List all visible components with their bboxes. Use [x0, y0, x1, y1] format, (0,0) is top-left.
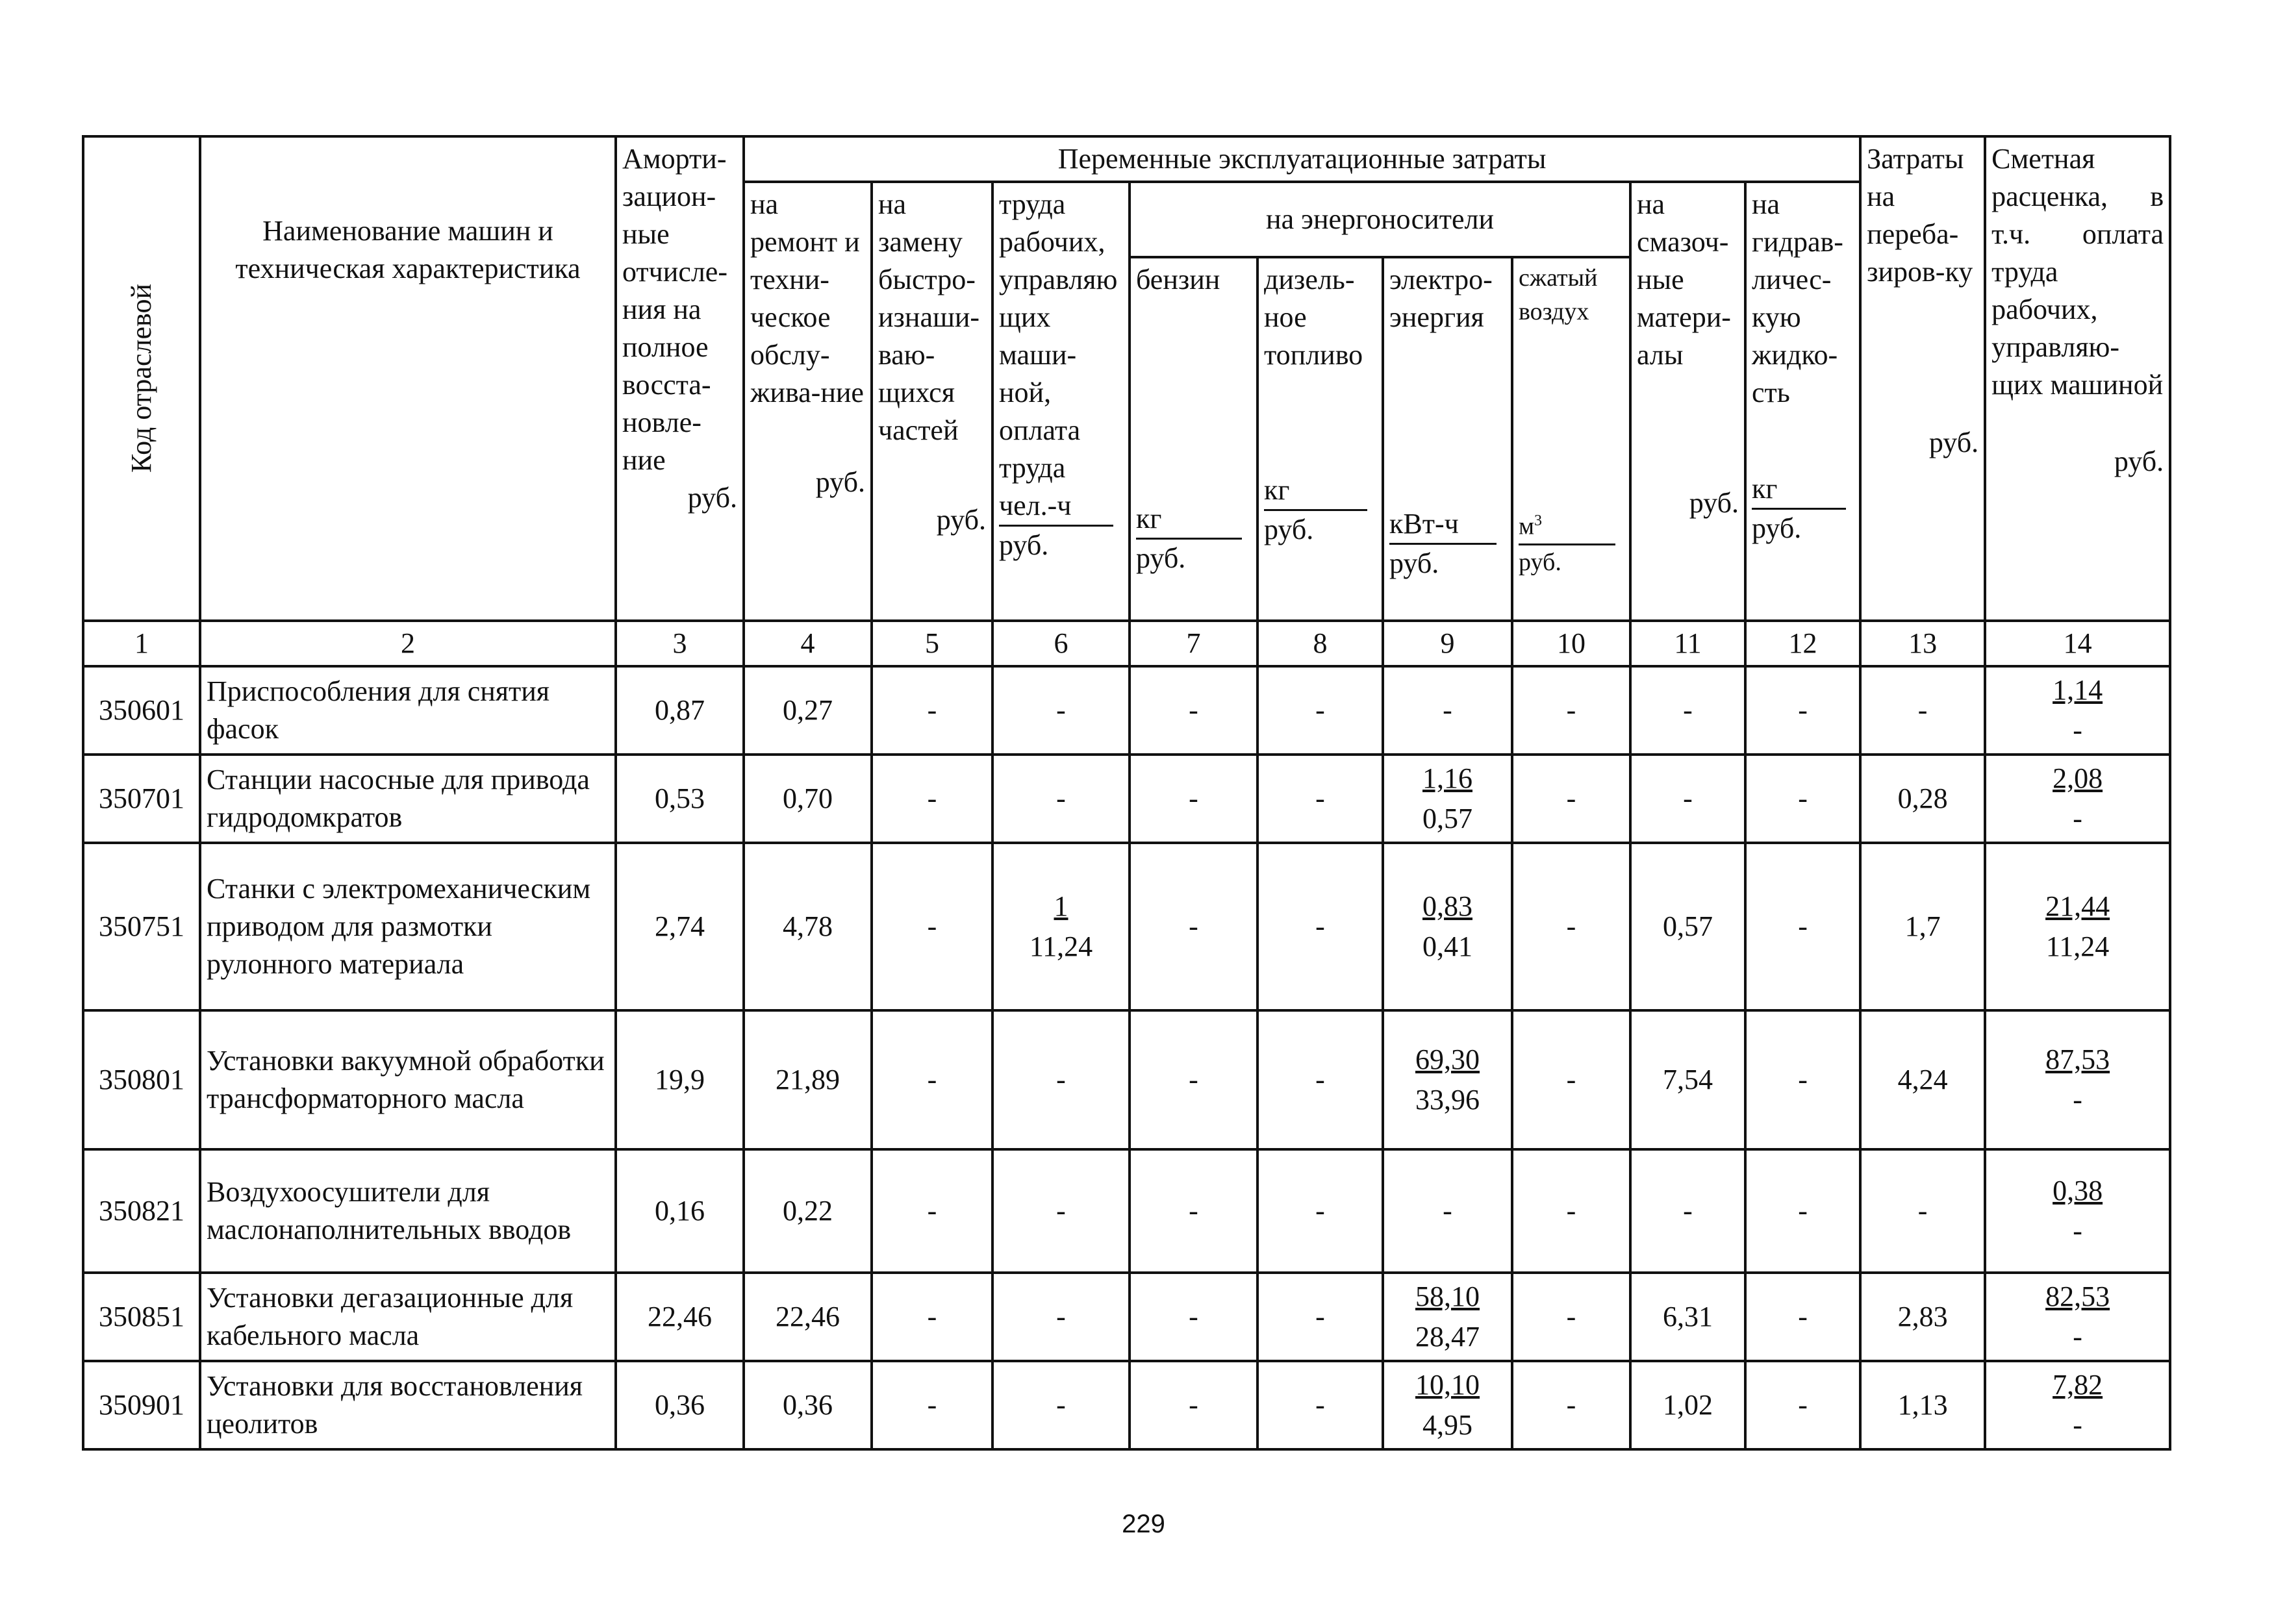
header-code: Код отраслевой	[83, 136, 200, 621]
table-row	[83, 1149, 2170, 1273]
row-estimate-bottom: -	[2073, 714, 2082, 746]
row-replace: -	[872, 1149, 992, 1273]
row-name: Станки с электромеханическим приводом для размотки рулонного материала	[200, 843, 616, 1010]
row-electro	[1383, 1361, 1512, 1449]
column-number-cell: 2	[200, 621, 616, 666]
row-name: Приспособления для снятия фасок	[200, 666, 616, 755]
column-number-cell: 3	[616, 621, 744, 666]
row-depreciation: 2,74	[616, 843, 744, 1010]
column-number-cell: 11	[1630, 621, 1745, 666]
row-depreciation: 0,87	[616, 666, 744, 755]
row-diesel: -	[1257, 1149, 1383, 1273]
header-air: сжатый воздух $м^3$ руб.	[1512, 257, 1630, 621]
row-diesel: -	[1257, 755, 1383, 843]
header-name: Наименование машин и техническая характеристика	[200, 136, 616, 621]
row-lubricants: 6,31	[1630, 1273, 1745, 1361]
row-air: -	[1512, 1273, 1630, 1361]
row-hydraulic: -	[1745, 1010, 1860, 1149]
row-lubricants: -	[1630, 1149, 1745, 1273]
row-electro	[1383, 755, 1512, 843]
row-repair: 0,22	[744, 1149, 872, 1273]
row-labor: -	[992, 755, 1130, 843]
column-number-cell: 14	[1985, 621, 2170, 666]
header-hydraulic: на гидрав-личес-кую жидко-сть кг руб.	[1745, 182, 1860, 621]
table-row	[83, 755, 2170, 843]
row-repair: 0,70	[744, 755, 872, 843]
row-transport: 4,24	[1860, 1010, 1985, 1149]
header-transport: Затраты на переба-зиров-ку руб.	[1860, 136, 1985, 621]
header-gasoline: бензин кг руб.	[1130, 257, 1257, 621]
row-estimate-bottom: -	[2073, 803, 2082, 834]
row-code: 350601	[83, 666, 200, 755]
row-estimate	[1985, 843, 2170, 1010]
row-estimate-top: 0,38	[2053, 1175, 2103, 1206]
row-code: 350701	[83, 755, 200, 843]
row-name: Установки вакуумной обработки трансформаторного масла	[200, 1010, 616, 1149]
row-air: -	[1512, 666, 1630, 755]
row-estimate-top: 21,44	[2045, 890, 2110, 922]
row-estimate-top: 82,53	[2045, 1280, 2110, 1312]
header-labor: труда рабочих, управляю щих маши-ной, оплата труда чел.-ч руб.	[992, 182, 1130, 621]
row-code: 350751	[83, 843, 200, 1010]
row-code: 350901	[83, 1361, 200, 1449]
row-replace: -	[872, 1273, 992, 1361]
row-gasoline: -	[1130, 1361, 1257, 1449]
row-replace: -	[872, 666, 992, 755]
row-estimate	[1985, 1361, 2170, 1449]
column-number-cell: 10	[1512, 621, 1630, 666]
row-electro	[1383, 1273, 1512, 1361]
row-transport: 0,28	[1860, 755, 1985, 843]
row-name: Установки дегазационные для кабельного масла	[200, 1273, 616, 1361]
column-number-cell: 1	[83, 621, 200, 666]
row-transport: 2,83	[1860, 1273, 1985, 1361]
row-estimate-bottom: -	[2073, 1321, 2082, 1353]
row-gasoline: -	[1130, 1010, 1257, 1149]
row-lubricants: 1,02	[1630, 1361, 1745, 1449]
row-depreciation: 0,36	[616, 1361, 744, 1449]
column-number-cell: 4	[744, 621, 872, 666]
header-depreciation: Аморти-зацион-ные отчисле-ния на полное восста-новле-ние руб.	[616, 136, 744, 621]
row-diesel: -	[1257, 843, 1383, 1010]
row-air: -	[1512, 1149, 1630, 1273]
row-labor: -	[992, 1361, 1130, 1449]
row-air: -	[1512, 843, 1630, 1010]
row-labor: -	[992, 666, 1130, 755]
table-row	[83, 1273, 2170, 1361]
row-labor-top: 1	[1054, 890, 1068, 922]
row-depreciation: 22,46	[616, 1273, 744, 1361]
row-estimate-top: 7,82	[2053, 1369, 2103, 1401]
row-replace: -	[872, 755, 992, 843]
row-replace: -	[872, 843, 992, 1010]
row-estimate	[1985, 1273, 2170, 1361]
row-estimate-bottom: -	[2073, 1215, 2082, 1247]
row-transport: -	[1860, 666, 1985, 755]
table-row	[83, 1010, 2170, 1149]
row-hydraulic: -	[1745, 843, 1860, 1010]
table-row	[83, 1361, 2170, 1449]
row-diesel: -	[1257, 666, 1383, 755]
header-estimate: Сметная расценка, в т.ч. оплата труда рабочих, управляю-щих машиной руб.	[1985, 136, 2170, 621]
column-numbers-row	[83, 621, 2170, 666]
row-estimate	[1985, 1010, 2170, 1149]
row-labor: -	[992, 1010, 1130, 1149]
row-code: 350801	[83, 1010, 200, 1149]
column-number-cell: 8	[1257, 621, 1383, 666]
row-code: 350851	[83, 1273, 200, 1361]
row-depreciation: 0,16	[616, 1149, 744, 1273]
row-gasoline: -	[1130, 666, 1257, 755]
row-air: -	[1512, 755, 1630, 843]
row-electro: -	[1383, 666, 1512, 755]
row-electro-bottom: 0,57	[1422, 803, 1472, 834]
row-transport: 1,13	[1860, 1361, 1985, 1449]
row-electro	[1383, 1010, 1512, 1149]
row-lubricants: -	[1630, 755, 1745, 843]
row-repair: 0,27	[744, 666, 872, 755]
row-gasoline: -	[1130, 843, 1257, 1010]
column-number-cell: 6	[992, 621, 1130, 666]
row-electro-top: 69,30	[1415, 1043, 1480, 1075]
row-electro-top: 10,10	[1415, 1369, 1480, 1401]
row-repair: 22,46	[744, 1273, 872, 1361]
row-diesel: -	[1257, 1010, 1383, 1149]
row-name: Станции насосные для привода гидродомкратов	[200, 755, 616, 843]
row-labor: -	[992, 1149, 1130, 1273]
row-depreciation: 0,53	[616, 755, 744, 843]
row-replace: -	[872, 1010, 992, 1149]
column-number-cell: 7	[1130, 621, 1257, 666]
row-diesel: -	[1257, 1361, 1383, 1449]
row-electro-bottom: 4,95	[1422, 1409, 1472, 1441]
row-replace: -	[872, 1361, 992, 1449]
row-estimate	[1985, 666, 2170, 755]
column-number-cell: 13	[1860, 621, 1985, 666]
row-depreciation: 19,9	[616, 1010, 744, 1149]
page-number: 229	[1122, 1510, 1165, 1538]
row-air: -	[1512, 1010, 1630, 1149]
row-estimate-top: 1,14	[2053, 674, 2103, 706]
row-repair: 4,78	[744, 843, 872, 1010]
row-estimate-bottom: 11,24	[2045, 931, 2110, 962]
row-diesel: -	[1257, 1273, 1383, 1361]
table-row	[83, 666, 2170, 755]
header-repair: на ремонт и техни-ческое обслу-жива-ние руб.	[744, 182, 872, 621]
row-estimate-bottom: -	[2073, 1409, 2082, 1441]
row-labor: -	[992, 1273, 1130, 1361]
header-variable-costs: Переменные эксплуатационные затраты	[744, 136, 1860, 182]
row-electro-bottom: 28,47	[1415, 1321, 1480, 1353]
column-number-cell: 9	[1383, 621, 1512, 666]
row-transport: 1,7	[1860, 843, 1985, 1010]
row-electro-bottom: 33,96	[1415, 1084, 1480, 1116]
row-code: 350821	[83, 1149, 200, 1273]
row-air: -	[1512, 1361, 1630, 1449]
row-estimate	[1985, 1149, 2170, 1273]
header-lubricants: на смазоч-ные матери-алы руб.	[1630, 182, 1745, 621]
row-gasoline: -	[1130, 1149, 1257, 1273]
row-lubricants: 7,54	[1630, 1010, 1745, 1149]
row-lubricants: -	[1630, 666, 1745, 755]
table-row	[83, 843, 2170, 1010]
row-repair: 21,89	[744, 1010, 872, 1149]
row-estimate-bottom: -	[2073, 1084, 2082, 1116]
row-hydraulic: -	[1745, 1149, 1860, 1273]
row-electro: -	[1383, 1149, 1512, 1273]
row-name: Воздухоосушители для маслонаполнительных вводов	[200, 1149, 616, 1273]
row-estimate-top: 87,53	[2045, 1043, 2110, 1075]
row-name: Установки для восстановления цеолитов	[200, 1361, 616, 1449]
row-hydraulic: -	[1745, 666, 1860, 755]
row-estimate-top: 2,08	[2053, 762, 2103, 794]
header-electro: электро-энергия кВт-ч руб.	[1383, 257, 1512, 621]
row-lubricants: 0,57	[1630, 843, 1745, 1010]
row-gasoline: -	[1130, 755, 1257, 843]
row-labor	[992, 843, 1130, 1010]
row-electro-top: 0,83	[1422, 890, 1472, 922]
row-electro-top: 1,16	[1422, 762, 1472, 794]
header-diesel: дизель-ное топливо кг руб.	[1257, 257, 1383, 621]
row-gasoline: -	[1130, 1273, 1257, 1361]
header-energy: на энергоносители	[1130, 182, 1630, 257]
row-hydraulic: -	[1745, 755, 1860, 843]
row-estimate	[1985, 755, 2170, 843]
row-electro	[1383, 843, 1512, 1010]
row-repair: 0,36	[744, 1361, 872, 1449]
row-transport: -	[1860, 1149, 1985, 1273]
row-labor-bottom: 11,24	[1029, 931, 1093, 962]
row-hydraulic: -	[1745, 1361, 1860, 1449]
row-hydraulic: -	[1745, 1273, 1860, 1361]
header-replace: на замену быстро-изнаши-ваю-щихся частей руб.	[872, 182, 992, 621]
column-number-cell: 12	[1745, 621, 1860, 666]
row-electro-top: 58,10	[1415, 1280, 1480, 1312]
column-number-cell: 5	[872, 621, 992, 666]
row-electro-bottom: 0,41	[1422, 931, 1472, 962]
rates-table	[82, 135, 2171, 1451]
